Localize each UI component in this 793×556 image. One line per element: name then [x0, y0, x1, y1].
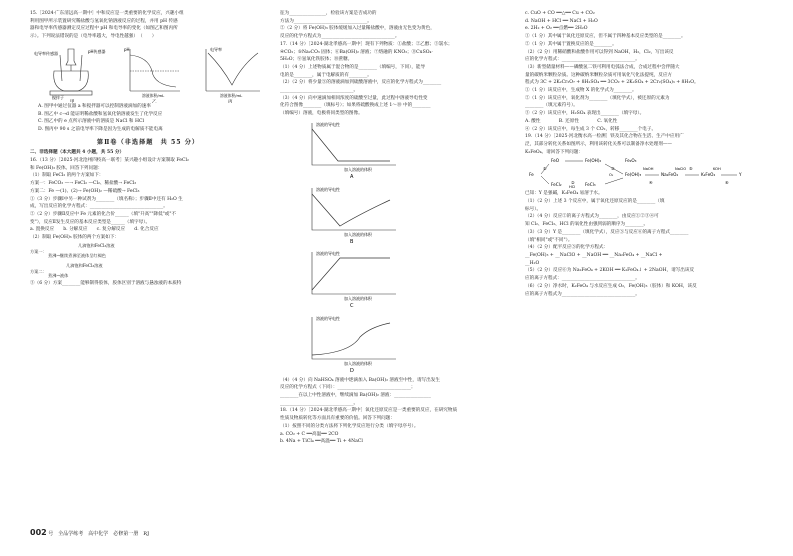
- text-line: （2）（2 分）将少量⑤的溶液滴加到硫酸溶液中，反应的化学方程式为________: [280, 80, 442, 86]
- text-line: （2）（4 分）反应②的离子方程式为________，由反应①②③④可: [525, 214, 659, 220]
- diagram-node: FeCl₃: [585, 182, 596, 188]
- graph-axes: [312, 317, 396, 359]
- text-line: （2）（2 分）用稀硝酸和盐酸作用可以得到 NaOH，H₂，Cl₂，写出该反: [525, 49, 674, 55]
- text-line: ①（1 分）其中属于氧化还原反应，但不属于四种基本反应类型的是________。: [525, 34, 686, 40]
- diagram-reagent: NaOH: [643, 167, 654, 172]
- label-yi: 乙: [152, 99, 157, 103]
- graph-xlabel: 加入溶液的体积: [344, 166, 372, 172]
- question-16-17: [280, 10, 510, 118]
- iron-conversion-diagram: [525, 156, 765, 190]
- text-line: ②（1 分）其中属于置换反应的是________。: [525, 41, 617, 47]
- diagram-reagent: O₂: [609, 173, 614, 178]
- text-line: 化符合图像________（填标号）；如果将硫酸换成上述 1～⑩ 中的________: [280, 103, 431, 109]
- graph-title: 溶液的导电性: [316, 251, 340, 257]
- text-line: （3）（3 分）Y 是________（填化学式），反应⑤与反应⑥的离子方程式________: [525, 229, 689, 235]
- graph-curve-B: [312, 194, 390, 226]
- text-line: 5H₂O；⑨氢氧化铁胶体；⑩蔗糖。: [280, 57, 353, 63]
- graph-xlabel: 加入溶液的体积: [344, 231, 372, 237]
- text-line: 反应的化学方程式为________________________________。: [280, 34, 400, 40]
- graph-letter: C: [350, 303, 354, 309]
- label-sensor1: 电导率传感器: [34, 50, 58, 56]
- chart-yi: [130, 49, 180, 91]
- text-line: 成，写出反应的化学方程式：________________________________。: [30, 204, 168, 210]
- text-line: （1）制取 FeCl₂ 的两个方案如下：: [30, 173, 104, 179]
- text-line: ________________________________。: [280, 400, 359, 406]
- question-18-19: [525, 10, 765, 156]
- graph-curve-D: [312, 323, 390, 355]
- text-line: ________（填元素符号）。: [525, 103, 578, 109]
- page-footer: [30, 529, 765, 539]
- text-line: 应的离子方程式为________________________________。: [525, 291, 640, 297]
- text-line: e. 2H₂ + O₂ ══点燃══ 2H₂O: [525, 26, 588, 32]
- text-line: a. 置换反应 b. 分解反应 c. 复分解反应 d. 化合反应: [30, 227, 159, 233]
- text-line: ③（2 分）该反应中，H₂SO₄ 表现出________（填字母）。: [525, 111, 645, 117]
- diagram-reagent: KOH: [713, 167, 721, 172]
- text-line: （1）按照不同的分类方法将下列化学反应进行分类（填字母序号）。: [280, 423, 419, 429]
- text-line: 示）。下列说法错误的是（电导率越大，导电性越强） （ ）: [30, 34, 157, 40]
- column-middle: [280, 10, 510, 446]
- diagram-node: Y: [739, 172, 742, 178]
- diagram-node: Fe(OH)₂: [585, 158, 602, 164]
- text-line: 电的是________，属于电解质的有________。: [280, 72, 372, 78]
- column-left: [30, 10, 266, 287]
- text-line: 应的化学方程式：________________________________。: [525, 57, 640, 63]
- text-line: 标号）。: [525, 206, 542, 212]
- text-line: （4）（2 分）配平反应⑤的化学方程式：: [525, 245, 609, 251]
- label-vol1: 溶液体积/mL: [142, 92, 165, 98]
- scheme-two: [30, 262, 266, 280]
- text-line: D. 图丙中 90 s 之前电导率下降是因为生成的电解质不能电离: [38, 126, 163, 132]
- text-line: B. 图乙中 c→d 能证明稀盐酸和氢氧化钠溶液发生了化学反应: [38, 111, 163, 117]
- chart-bing: [206, 49, 260, 91]
- text-line: ①（1 分）该反应中，生成物 X 的化学式为________。: [525, 88, 637, 94]
- graph-A: [300, 119, 406, 179]
- diagram-node: Fe: [529, 172, 534, 178]
- text-line: 征为________________，检验该方案是否成功的: [280, 11, 377, 16]
- page-number: 002: [30, 528, 47, 537]
- text-line: （5）（2 分）反应⑥为 Na₂FeO₄ + 2KOH ══ K₂FeO₄↓ + 2NaOH，请写出该反: [525, 268, 695, 274]
- text-line: 应的离子方程式：________________________________。: [525, 276, 640, 282]
- text-line: ④CO₂；⑤Na₂CO₃ 固体；⑥Ba(OH)₂ 溶液；⑦熔融的 KNO₃；⑧CuSO₄·: [280, 49, 433, 55]
- part-title: 二、非选择题（本大题共 4 小题，共 55 分）: [30, 150, 125, 156]
- diagram-node: FeCl₂: [551, 182, 562, 188]
- text-line: C. 图乙中的 e 点所示溶液中的溶质是 NaCl 和 HCl: [38, 119, 144, 125]
- graph-xlabel: 加入溶液的体积: [344, 360, 372, 366]
- text-line: K₂FeO₄。请回答下列问题：: [525, 149, 583, 155]
- graph-letter: D: [350, 367, 354, 373]
- footer-text: 号 全品学练考 高中化学 必修第一册 RJ: [48, 531, 150, 537]
- iron-diagram-svg: [525, 156, 765, 190]
- text-line: A. 酸性 B. 还原性 C. 氧化性: [525, 118, 618, 124]
- diagram-node: Fe(OH)₃: [625, 172, 642, 178]
- diagram-step: ⑤: [689, 166, 693, 172]
- text-line: （6）（2 分）净水时，K₂FeO₄ 与水反应生成 O₂，Fe(OH)₃（胶体）和 KOH，该反: [525, 283, 697, 289]
- question-19-parts: [525, 190, 765, 298]
- scheme-one-reagent: 几滴饱和FeCl₃溶液: [78, 242, 115, 248]
- section-title: 第Ⅱ卷（非选择题 共 55 分）: [96, 138, 200, 146]
- scheme-one-flow: 煮沸→继续煮沸至液体呈红褐色: [48, 252, 106, 258]
- text-line: 和 Fe(OH)₃ 胶体。回答下列问题：: [30, 165, 103, 171]
- diagram-node: FeO: [551, 158, 560, 164]
- label-sensor2: pH传感器: [88, 48, 106, 54]
- text-line: 方案二：Fe —(1)、(2)→ Fe(OH)₂ —稀硫酸→ FeCl₃: [30, 188, 140, 194]
- text-line: A. 图甲中通过仪器 a 和搅拌器可以控制溶液滴加的速率: [38, 103, 151, 109]
- scheme-two-label: 方案二：: [30, 268, 47, 274]
- text-line: 性质及物质转化等方面具有重要的价值。回答下列问题：: [280, 416, 395, 422]
- graph-letter: A: [350, 173, 354, 179]
- text-line: 方法为________________________________。: [280, 18, 372, 24]
- question-17-18: [280, 377, 510, 446]
- scheme-two-flow: 煮沸→液体: [48, 272, 69, 278]
- text-line: a. CO₂ + C ══高温══ 2CO: [280, 431, 339, 437]
- text-line: __Fe(OH)₃ + __NaClO + __NaOH ══ __Na₂FeO₄ + __NaCl +: [525, 252, 663, 258]
- conductivity-graphs: [280, 118, 510, 377]
- text-line: （3）（4 分）向中速滴加相同浓度的硫酸至过量，此过程中溶液导电性变: [280, 95, 428, 101]
- text-line: 16.（13 分）［2025·河北沧州四校高一联考］某兴趣小组设计方案制取 FeCl₂: [30, 158, 189, 164]
- text-line: （1）（4 分）上述物质属于混合物的是________（填编号，下同），能导: [280, 64, 426, 70]
- text-line: 器和电导率传感器测定反应过程中 pH 和电导率的变化（如图乙和图丙所: [30, 26, 178, 32]
- label-jia: 甲: [70, 99, 75, 103]
- text-line: 知 Cl₂、FeCl₃、HCl 的氧化性由强到弱的顺序为________。: [525, 222, 649, 228]
- graph-axes: [312, 188, 396, 230]
- figure-15: [30, 41, 266, 103]
- scheme-two-reagent: 几滴饱和FeCl₃溶液: [66, 262, 103, 268]
- graph-curve-A: [312, 129, 390, 161]
- graph-D: [300, 313, 406, 373]
- text-line: （填"相同"或"不同"）。: [525, 237, 573, 243]
- diagram-node: Na₂FeO₄: [661, 172, 679, 178]
- question-15-options: [30, 103, 266, 134]
- label-ph: pH: [124, 46, 130, 52]
- graph-title: 溶液的导电性: [316, 315, 340, 321]
- diagram-arrow: [605, 178, 623, 184]
- text-line: ④（2 分）该反应中，每生成 3 个 CO₂，转移________个电子。: [525, 126, 657, 132]
- text-line: c. CuO + CO ══△══ Cu + CO₂: [525, 11, 595, 16]
- text-line: 泛，其部分转化关系如图所示，利用该转化关系可以制备净水处理剂——: [525, 141, 673, 147]
- diagram-step: ⑥: [725, 180, 729, 186]
- text-line: 已知：Y 是强碱，K₂FeO₄ 易溶于水。: [525, 191, 603, 197]
- label-stirrer: 搅拌子: [52, 94, 64, 100]
- text-line: ②（1 分）该反应中，氧化剂为________（填化学式），被还原的元素为: [525, 95, 670, 101]
- graph-xlabel: 加入溶液的体积: [344, 296, 372, 302]
- label-vol2: 溶液体积/mL: [220, 92, 243, 98]
- text-line: （填编号）溶液，电极将同类型的图像。: [280, 111, 363, 117]
- text-line: 17.（14 分）［2024·湖北孝感高一期中］现有下列物质：①盐酸；②乙醇；③氯水；: [280, 41, 453, 47]
- label-bing: 丙: [228, 99, 233, 103]
- graph-title: 溶液的导电性: [316, 121, 340, 127]
- question-16-tail: ③（6 分）方案________能够制得胶体，胶体区别于溶液与悬浊液的本质特: [30, 280, 182, 286]
- text-line: 方案一：FeCO₃ —→ FeCl₂ —Cl₂、稀盐酸→ FeCl₃: [30, 181, 137, 187]
- scheme-one: [30, 242, 266, 262]
- question-15: [30, 10, 266, 41]
- text-line: ________在以上中性溶液中，继续滴加 Ba(OH)₂ 溶液：________________: [280, 393, 431, 399]
- text-line: 程式为 3C + 2K₂Cr₂O₇ + 8H₂SO₄ ══ 3CO₂ + 2K₂SO₄ + 2Cr₂(SO₄)₃ + 8H₂O。: [525, 80, 699, 86]
- text-line: 反应的化学方程式（下同）：________________________________；: [280, 385, 416, 391]
- diagram-step: ①: [543, 166, 547, 172]
- scheme-one-label: 方案一：: [30, 248, 47, 254]
- text-line: ②（2 分）将 Fe(OH)₃ 胶体缓缓加入过量稀盐酸中，溶液由无色变为黄色，: [280, 26, 435, 32]
- graph-letter: B: [350, 238, 354, 244]
- text-line: 15.［2024·广东清远高一期中］中和反应是一类重要的化学反应，兴趣小组: [30, 11, 184, 16]
- diagram-reagent: NaClO: [675, 167, 687, 172]
- label-cond: 电导率: [210, 46, 222, 52]
- diagram-node: Fe₂O₃: [625, 158, 637, 164]
- text-line: 利用图甲所示装置研究稀盐酸与氢氧化钠溶液反应的过程，并用 pH 传感: [30, 18, 178, 24]
- question-16: [30, 157, 266, 242]
- diagram-node: K₂FeO₄: [701, 172, 716, 178]
- column-right: [525, 10, 765, 298]
- text-line: ②（2 分）步骤Ⅱ反应中 Fe 元素的化合价______（填"升高""降低"或"不: [30, 211, 177, 217]
- text-line: 19.（14 分）［2025·河北衡水高一检测］铁及其化合物在生活、生产中应用广: [525, 134, 684, 140]
- diagram-step: ④: [649, 180, 653, 186]
- text-line: 变"），反应Ⅱ发生反应的基本反应类型是______（填字母）。: [30, 219, 151, 225]
- diagram-step: ③: [611, 166, 615, 172]
- figure-15-diagram: [30, 41, 266, 103]
- text-line: （3）新型储量材料——磷酸氢二铁可利用电弧法合成，合成过程中会伴随大: [525, 64, 680, 70]
- text-line: d. NaOH + HCl ══ NaCl + H₂O: [525, 18, 598, 24]
- text-line: 量的碳纳米颗粒杂质。这种碳纳米颗粒杂质可用氧化气化法提纯，反应方: [525, 72, 673, 78]
- text-line: （1）（2 分）上述 3 个反应中，属于氧化还原反应的是________（填: [525, 199, 665, 205]
- text-line: b. 4Na + TiCl₄ ══高温══ Ti + 4NaCl: [280, 439, 363, 445]
- graph-curve-C: [312, 258, 390, 290]
- graph-C: [300, 248, 406, 308]
- text-line: ①（3 分）步骤Ⅰ中另一种试剂为________（填名称）；步骤Ⅱ中还有 H₂O 生: [30, 196, 183, 202]
- text-line: （2）制取 Fe(OH)₃ 胶体的两个方案如下：: [30, 235, 120, 241]
- text-line: （4）（4 分）向 NaHSO₄ 溶液中逐滴加入 Ba(OH)₂ 溶液至中性，请写出发生: [280, 377, 440, 383]
- diagram-reagent: HCl: [569, 185, 576, 190]
- graph-title: 溶液的导电性: [316, 186, 340, 192]
- diagram-arrow: [541, 176, 549, 184]
- diagram-step: ②: [571, 180, 575, 186]
- text-line: ________________________________。: [280, 88, 359, 94]
- text-line: 18.（14 分）［2024·湖北孝感高一期中］氧化还原反应是一类重要的反应，在研究物质: [280, 408, 458, 414]
- graph-B: [300, 184, 406, 244]
- text-line: __H₂O: [525, 260, 540, 266]
